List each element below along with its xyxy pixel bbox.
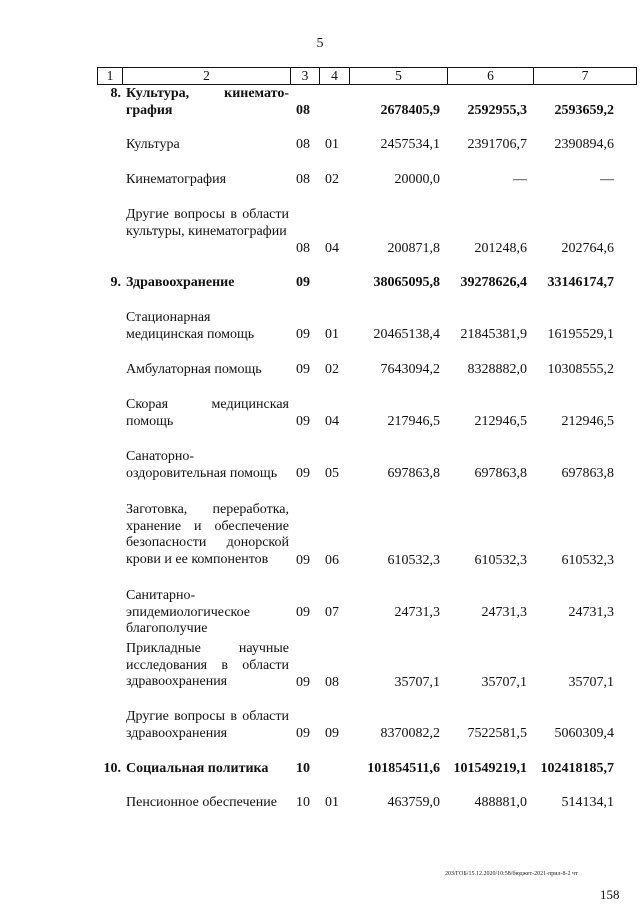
row-subsection: 01	[325, 795, 339, 810]
row-name: Санаторно-оздоровительная помощь	[126, 449, 278, 481]
row-section: 10	[296, 795, 310, 810]
row-subsection: 07	[325, 605, 339, 620]
row-name: Другие вопросы в области культуры, кинематографии	[126, 207, 289, 239]
row-value-2021: 20465138,4	[373, 327, 440, 342]
row-section: 09	[296, 466, 310, 481]
row-section: 08	[296, 172, 310, 187]
row-name: Заготовка, переработка, хранение и обеспечение безопасности донорской крови и ее компонентов	[126, 502, 289, 567]
row-section: 09	[296, 605, 310, 620]
row-value-2021: 610532,3	[387, 553, 440, 568]
page-number-top: 5	[316, 36, 324, 51]
row-value-2021: 35707,1	[394, 675, 440, 690]
row-section: 10	[296, 761, 310, 776]
row-subsection: 04	[325, 241, 339, 256]
row-value-2022: 8328882,0	[467, 362, 527, 377]
header-col-3: 3	[290, 67, 319, 85]
row-value-2023: 2390894,6	[554, 137, 614, 152]
row-subsection: 05	[325, 466, 339, 481]
row-value-2022: 2592955,3	[467, 103, 527, 118]
row-name: Здравоохранение	[126, 275, 235, 290]
row-subsection: 08	[325, 675, 339, 690]
row-subsection: 06	[325, 553, 339, 568]
header-col-5: 5	[349, 67, 447, 85]
row-value-2023: 610532,3	[561, 553, 614, 568]
row-section: 08	[296, 241, 310, 256]
row-value-2022: 7522581,5	[467, 726, 527, 741]
row-value-2022: 35707,1	[481, 675, 527, 690]
row-value-2021: 463759,0	[387, 795, 440, 810]
row-number: 9.	[110, 275, 121, 290]
row-value-2022: 697863,8	[474, 466, 527, 481]
row-value-2022: 488881,0	[474, 795, 527, 810]
row-value-2023: 102418185,7	[540, 761, 614, 776]
row-section: 09	[296, 553, 310, 568]
row-subsection: 01	[325, 137, 339, 152]
row-section: 09	[296, 275, 310, 290]
row-name: Социальная политика	[126, 761, 269, 776]
row-value-2023: 24731,3	[568, 605, 614, 620]
row-section: 08	[296, 103, 310, 118]
row-value-2022: 2391706,7	[467, 137, 527, 152]
row-name: Культура, кинемато-графия	[126, 86, 289, 118]
row-value-2023: 35707,1	[568, 675, 614, 690]
document-code: 20З/ГОБ/15.12.2020/10:58/бюджет-2021-прил-8-2 чт	[445, 871, 578, 877]
row-value-2023: 212946,5	[561, 414, 614, 429]
row-subsection: 09	[325, 726, 339, 741]
row-value-2023: 2593659,2	[554, 103, 614, 118]
row-value-2021: 101854511,6	[367, 761, 440, 776]
row-value-2023: —	[600, 172, 614, 187]
row-value-2021: 8370082,2	[380, 726, 440, 741]
row-name: Скорая медицинская помощь	[126, 397, 289, 429]
row-number: 10.	[103, 761, 121, 776]
row-value-2021: 2678405,9	[380, 103, 440, 118]
row-value-2023: 33146174,7	[547, 275, 614, 290]
row-name: Амбулаторная помощь	[126, 362, 262, 377]
row-name: Другие вопросы в области здравоохранения	[126, 709, 289, 741]
row-section: 09	[296, 414, 310, 429]
row-name: Культура	[126, 137, 180, 152]
row-value-2021: 2457534,1	[380, 137, 440, 152]
row-value-2021: 38065095,8	[373, 275, 440, 290]
header-col-2: 2	[122, 67, 290, 85]
row-value-2022: 212946,5	[474, 414, 527, 429]
row-value-2023: 5060309,4	[554, 726, 614, 741]
row-value-2022: 24731,3	[481, 605, 527, 620]
row-value-2021: 697863,8	[387, 466, 440, 481]
row-value-2021: 24731,3	[394, 605, 440, 620]
row-value-2022: 201248,6	[474, 241, 527, 256]
row-value-2023: 514134,1	[561, 795, 614, 810]
header-col-7: 7	[533, 67, 637, 85]
row-value-2022: 39278626,4	[460, 275, 527, 290]
row-section: 09	[296, 362, 310, 377]
row-value-2023: 202764,6	[561, 241, 614, 256]
row-section: 08	[296, 137, 310, 152]
row-name: Стационарная медицинская помощь	[126, 310, 255, 342]
header-col-6: 6	[447, 67, 533, 85]
row-value-2022: 101549219,1	[453, 761, 527, 776]
row-value-2022: 21845381,9	[460, 327, 527, 342]
row-section: 09	[296, 327, 310, 342]
header-col-4: 4	[319, 67, 349, 85]
row-section: 09	[296, 675, 310, 690]
row-name: Санитарно-эпидемиологическое благополучие	[126, 588, 251, 636]
header-col-1: 1	[97, 67, 122, 85]
row-section: 09	[296, 726, 310, 741]
row-number: 8.	[110, 86, 121, 101]
row-value-2021: 20000,0	[394, 172, 440, 187]
row-value-2023: 16195529,1	[547, 327, 614, 342]
row-value-2023: 697863,8	[561, 466, 614, 481]
table-header	[97, 67, 637, 85]
row-subsection: 04	[325, 414, 339, 429]
row-value-2023: 10308555,2	[547, 362, 614, 377]
row-name: Пенсионное обеспечение	[126, 795, 277, 810]
row-value-2021: 200871,8	[387, 241, 440, 256]
row-name: Кинематография	[126, 172, 227, 187]
page-number-bottom: 158	[600, 887, 620, 902]
row-value-2021: 217946,5	[387, 414, 440, 429]
row-value-2022: —	[513, 172, 527, 187]
row-subsection: 02	[325, 172, 339, 187]
row-value-2021: 7643094,2	[380, 362, 440, 377]
row-name: Прикладные научные исследования в области здравоохранения	[126, 641, 289, 689]
row-subsection: 01	[325, 327, 339, 342]
row-value-2022: 610532,3	[474, 553, 527, 568]
row-subsection: 02	[325, 362, 339, 377]
